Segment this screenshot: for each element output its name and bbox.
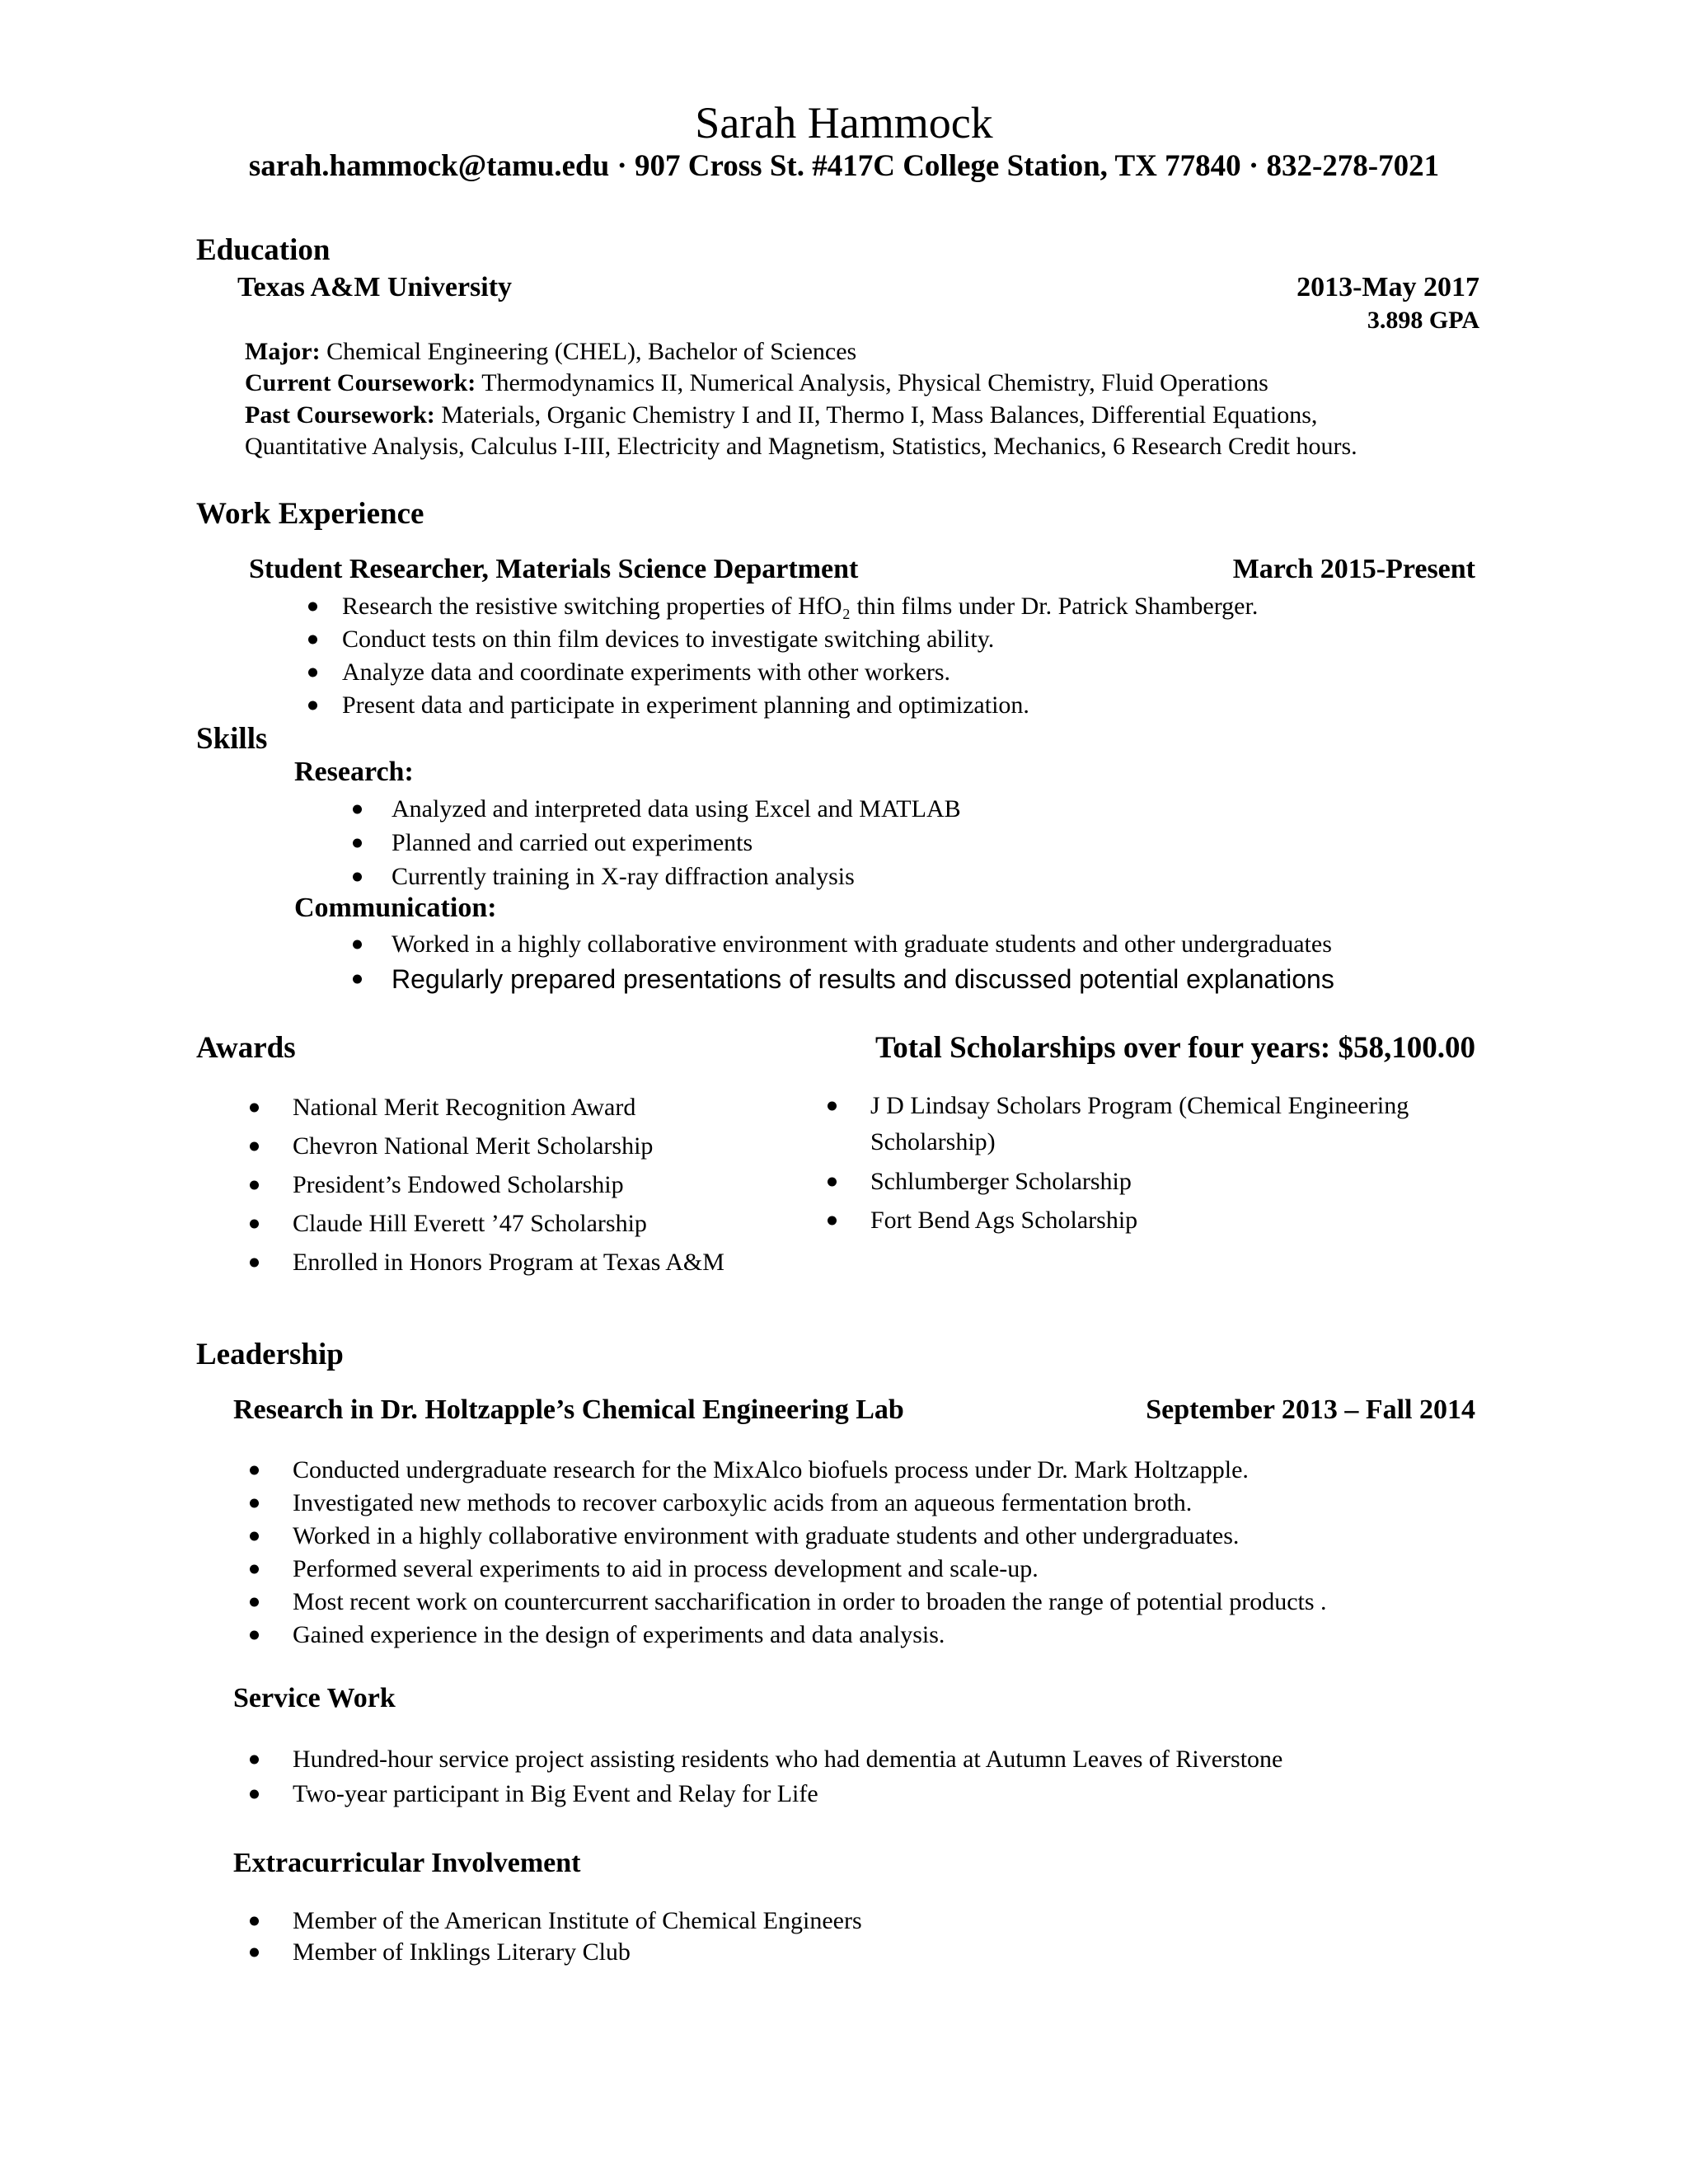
list-item: Regularly prepared presentations of results and discussed potential explanations: [392, 961, 1334, 997]
list-item: Analyze data and coordinate experiments with other workers.: [342, 656, 1258, 689]
communication-skills-list: [392, 928, 1334, 997]
work-dates: March 2015-Present: [1232, 554, 1475, 584]
list-item: President’s Endowed Scholarship: [293, 1165, 724, 1204]
list-item: Enrolled in Honors Program at Texas A&M: [293, 1243, 724, 1282]
list-item: Currently training in X-ray diffraction analysis: [392, 860, 961, 893]
major-value: Chemical Engineering (CHEL), Bachelor of Sciences: [326, 338, 857, 365]
lab-bullets: [293, 1454, 1327, 1652]
past-coursework-line: [245, 401, 1317, 429]
awards-left-list: [293, 1088, 724, 1282]
lab-title: Research in Dr. Holtzapple’s Chemical Engineering Lab: [233, 1394, 904, 1425]
leadership-title: Leadership: [196, 1338, 344, 1371]
extracurricular-bullets: [293, 1905, 862, 1968]
education-dates: 2013-May 2017: [1296, 272, 1479, 302]
past-coursework-line-2: Quantitative Analysis, Calculus I-III, Electricity and Magnetism, Statistics, Mechanics, 6 Research Credit hours.: [245, 433, 1357, 460]
lab-dates: September 2013 – Fall 2014: [1146, 1394, 1475, 1425]
list-item: Chevron National Merit Scholarship: [293, 1127, 724, 1165]
list-item: Conduct tests on thin film devices to investigate switching ability.: [342, 623, 1258, 656]
current-coursework-value: Thermodynamics II, Numerical Analysis, Physical Chemistry, Fluid Operations: [481, 369, 1268, 396]
education-title: Education: [196, 233, 331, 267]
past-coursework-value: Materials, Organic Chemistry I and II, Thermo I, Mass Balances, Differential Equations,: [441, 401, 1318, 429]
list-item: Worked in a highly collaborative environment with graduate students and other undergraduates.: [293, 1520, 1327, 1553]
research-skills-list: [392, 792, 961, 893]
list-item: Two-year participant in Big Event and Relay for Life: [293, 1777, 1282, 1811]
work-experience-title: Work Experience: [196, 497, 424, 531]
list-item: National Merit Recognition Award: [293, 1088, 724, 1127]
awards-right-list: [870, 1088, 1480, 1240]
list-item: Analyzed and interpreted data using Excel and MATLAB: [392, 792, 961, 826]
list-item: Member of the American Institute of Chemical Engineers: [293, 1905, 862, 1937]
contact-line: sarah.hammock@tamu.edu · 907 Cross St. #417C College Station, TX 77840 · 832-278-7021: [248, 149, 1440, 183]
major-label: Major:: [245, 338, 321, 365]
current-coursework-line: [245, 369, 1268, 397]
list-item: Member of Inklings Literary Club: [293, 1937, 862, 1968]
list-item: Gained experience in the design of experiments and data analysis.: [293, 1619, 1327, 1652]
service-work-title: Service Work: [233, 1683, 396, 1713]
work-bullets: [342, 590, 1258, 722]
list-item: Most recent work on countercurrent saccharification in order to broaden the range of potential products .: [293, 1586, 1327, 1619]
skills-title: Skills: [196, 722, 268, 756]
research-skills-title: Research:: [294, 757, 414, 787]
list-item: Claude Hill Everett ’47 Scholarship: [293, 1204, 724, 1243]
list-item: Present data and participate in experiment planning and optimization.: [342, 689, 1258, 722]
list-item: Conducted undergraduate research for the MixAlco biofuels process under Dr. Mark Holtzapple.: [293, 1454, 1327, 1487]
school-name: Texas A&M University: [237, 272, 513, 302]
list-item: Fort Bend Ags Scholarship: [870, 1201, 1480, 1240]
list-item: J D Lindsay Scholars Program (Chemical Engineering Scholarship): [870, 1088, 1480, 1162]
gpa: 3.898 GPA: [1367, 307, 1479, 334]
list-item: Planned and carried out experiments: [392, 826, 961, 860]
list-item: Worked in a highly collaborative environment with graduate students and other undergraduates: [392, 928, 1334, 961]
service-bullets: [293, 1742, 1282, 1811]
scholarships-total: Total Scholarships over four years: $58,100.00: [874, 1031, 1475, 1065]
current-coursework-label: Current Coursework:: [245, 369, 476, 396]
awards-title: Awards: [196, 1031, 296, 1065]
extracurricular-title: Extracurricular Involvement: [233, 1848, 581, 1878]
list-item: Performed several experiments to aid in process development and scale-up.: [293, 1553, 1327, 1586]
communication-skills-title: Communication:: [294, 893, 497, 923]
list-item: Schlumberger Scholarship: [870, 1162, 1480, 1201]
work-role: Student Researcher, Materials Science Department: [249, 554, 859, 584]
major-line: [245, 338, 856, 366]
past-coursework-label: Past Coursework:: [245, 401, 435, 429]
resume-name: Sarah Hammock: [695, 98, 993, 148]
list-item: Hundred-hour service project assisting residents who had dementia at Autumn Leaves of Riverstone: [293, 1742, 1282, 1777]
list-item: Research the resistive switching properties of HfO₂ thin films under Dr. Patrick Shamberger.: [342, 590, 1258, 623]
list-item: Investigated new methods to recover carboxylic acids from an aqueous fermentation broth.: [293, 1487, 1327, 1520]
